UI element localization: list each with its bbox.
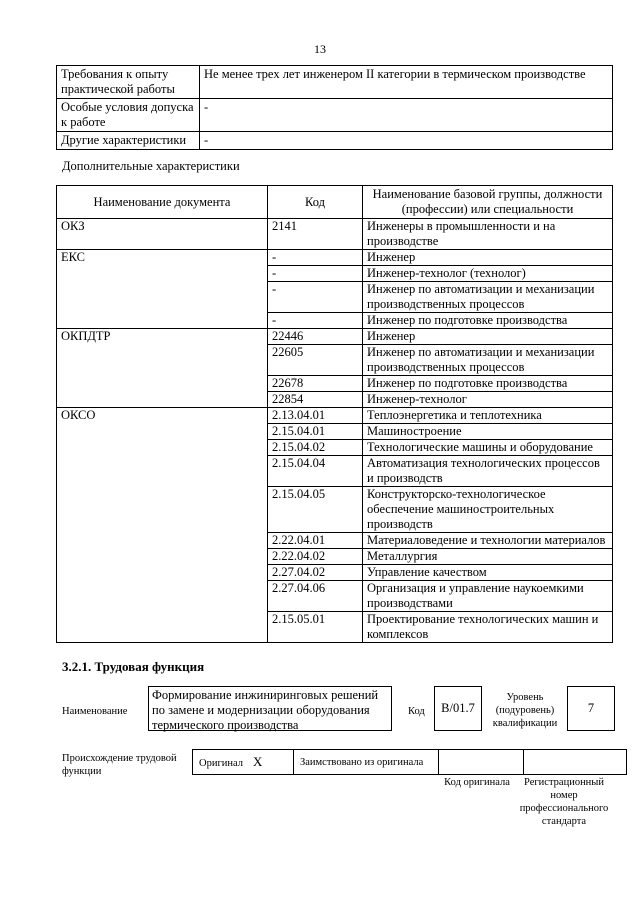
code-cell: - xyxy=(268,266,363,282)
code-cell: 2.15.05.01 xyxy=(268,612,363,643)
group-name-cell: Инженер по автоматизации и механизации производственных процессов xyxy=(363,345,613,376)
requirement-value: - xyxy=(200,132,613,150)
group-name-cell: Инженер-технолог xyxy=(363,392,613,408)
code-cell: - xyxy=(268,250,363,266)
function-name-value: Формирование инжиниринговых решений по замене и модернизации оборудования термического производства xyxy=(148,686,392,731)
requirement-row xyxy=(57,66,613,99)
origin-reg-number-cell xyxy=(524,750,627,775)
additional-characteristics-title: Дополнительные характеристики xyxy=(62,159,240,173)
characteristics-header-row xyxy=(57,186,613,219)
characteristic-row xyxy=(57,408,613,424)
origin-borrowed-cell xyxy=(294,750,439,775)
code-cell: 2.15.04.04 xyxy=(268,456,363,487)
code-cell: 22446 xyxy=(268,329,363,345)
characteristics-table xyxy=(56,185,613,643)
group-name-cell: Инженер по подготовке производства xyxy=(363,376,613,392)
code-cell: - xyxy=(268,313,363,329)
code-cell: 2.22.04.01 xyxy=(268,533,363,549)
group-name-cell: Технологические машины и оборудование xyxy=(363,440,613,456)
code-cell: 22605 xyxy=(268,345,363,376)
code-cell: 2.22.04.02 xyxy=(268,549,363,565)
group-name-cell: Организация и управление наукоемкими производствами xyxy=(363,581,613,612)
code-cell: 2.27.04.02 xyxy=(268,565,363,581)
requirement-row xyxy=(57,132,613,150)
function-name-label: Наименование xyxy=(62,706,128,717)
group-name-cell: Инженер xyxy=(363,250,613,266)
code-cell: 2.15.04.05 xyxy=(268,487,363,533)
code-cell: 22678 xyxy=(268,376,363,392)
requirement-row xyxy=(57,99,613,132)
header-document: Наименование документа xyxy=(57,186,268,219)
group-name-cell: Инженер по подготовке производства xyxy=(363,313,613,329)
function-code-label: Код xyxy=(408,706,425,717)
group-name-cell: Инженер-технолог (технолог) xyxy=(363,266,613,282)
qualification-level-label: Уровень (подуровень) квалификации xyxy=(492,692,558,729)
origin-code-cell xyxy=(439,750,524,775)
requirement-value: Не менее трех лет инженером II категории в термическом производстве xyxy=(200,66,613,99)
code-cell: 2.15.04.01 xyxy=(268,424,363,440)
requirement-label: Другие характеристики xyxy=(57,132,200,150)
group-name-cell: Теплоэнергетика и теплотехника xyxy=(363,408,613,424)
requirement-label: Особые условия допуска к работе xyxy=(57,99,200,132)
requirement-value: - xyxy=(200,99,613,132)
document-name-cell: ЕКС xyxy=(57,250,268,329)
requirements-table xyxy=(56,65,613,150)
origin-table xyxy=(192,749,627,775)
qualification-level-value: 7 xyxy=(567,686,615,731)
origin-label: Происхождение трудовой функции xyxy=(62,753,177,777)
group-name-cell: Инженер xyxy=(363,329,613,345)
group-name-cell: Машиностроение xyxy=(363,424,613,440)
page-number: 13 xyxy=(314,42,326,56)
group-name-cell: Металлургия xyxy=(363,549,613,565)
group-name-cell: Материаловедение и технологии материалов xyxy=(363,533,613,549)
code-cell: 22854 xyxy=(268,392,363,408)
reg-number-label: Регистрационный номер профессионального стандарта xyxy=(519,777,609,827)
group-name-cell: Управление качеством xyxy=(363,565,613,581)
code-cell: 2.13.04.01 xyxy=(268,408,363,424)
group-name-cell: Проектирование технологических машин и комплексов xyxy=(363,612,613,643)
origin-original-label: Оригинал xyxy=(199,758,243,769)
code-cell: 2.27.04.06 xyxy=(268,581,363,612)
code-original-label: Код оригинала xyxy=(444,777,510,788)
code-cell: 2.15.04.02 xyxy=(268,440,363,456)
document-name-cell: ОКПДТР xyxy=(57,329,268,408)
code-cell: 2141 xyxy=(268,219,363,250)
characteristic-row xyxy=(57,219,613,250)
labor-function-title: 3.2.1. Трудовая функция xyxy=(62,659,205,674)
characteristic-row xyxy=(57,329,613,345)
origin-original-mark: X xyxy=(253,754,263,769)
group-name-cell: Инженер по автоматизации и механизации производственных процессов xyxy=(363,282,613,313)
requirement-label: Требования к опыту практической работы xyxy=(57,66,200,99)
characteristic-row xyxy=(57,250,613,266)
header-group-name: Наименование базовой группы, должности (профессии) или специальности xyxy=(363,186,613,219)
document-name-cell: ОКСО xyxy=(57,408,268,643)
origin-borrowed-label: Заимствовано из оригинала xyxy=(300,756,424,768)
function-code-value: В/01.7 xyxy=(434,686,482,731)
document-name-cell: ОКЗ xyxy=(57,219,268,250)
origin-original-cell xyxy=(193,750,294,775)
group-name-cell: Инженеры в промышленности и на производстве xyxy=(363,219,613,250)
group-name-cell: Автоматизация технологических процессов и производств xyxy=(363,456,613,487)
code-cell: - xyxy=(268,282,363,313)
group-name-cell: Конструкторско-технологическое обеспечение машиностроительных производств xyxy=(363,487,613,533)
header-code: Код xyxy=(268,186,363,219)
